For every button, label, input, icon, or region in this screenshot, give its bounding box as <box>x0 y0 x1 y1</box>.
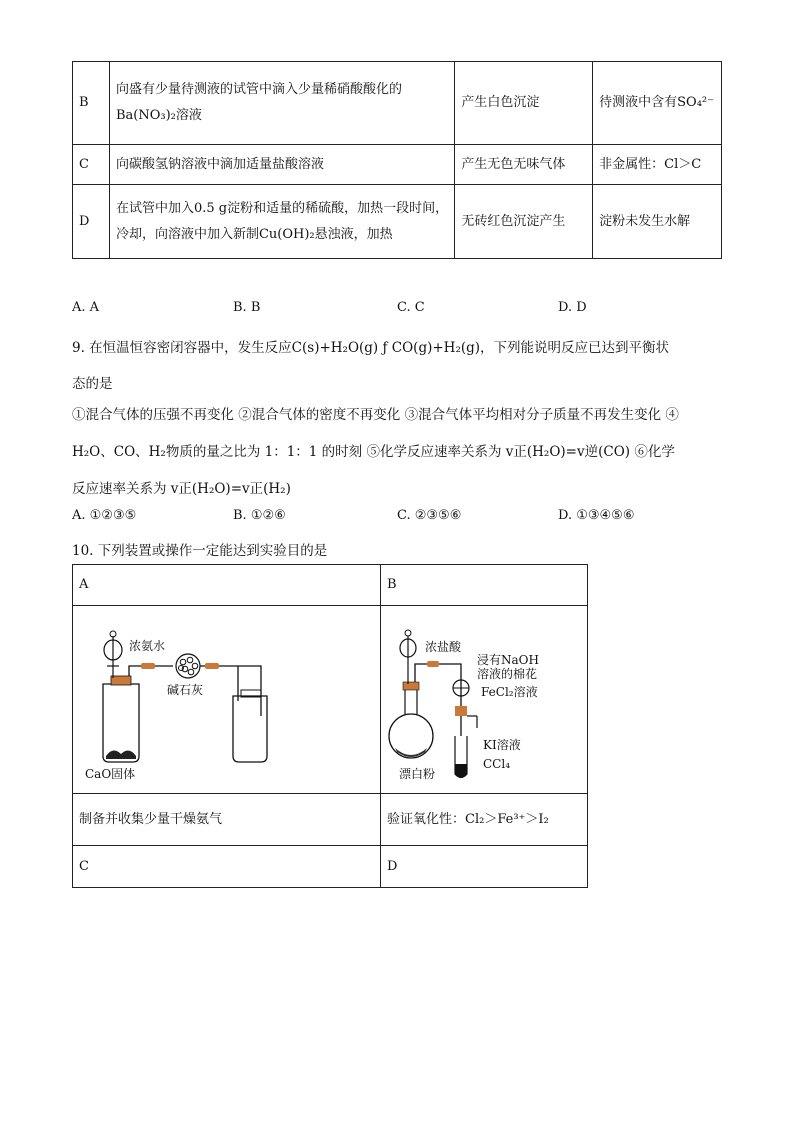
figure-b-cell <box>381 606 588 794</box>
desc-b: 验证氧化性：Cl₂＞Fe³⁺＞I₂ <box>381 794 588 846</box>
row-label: C <box>73 145 110 185</box>
solid-icon <box>106 750 136 759</box>
q9-option-b: B. ①②⑥ <box>233 508 286 523</box>
table-row <box>73 606 588 794</box>
table-row <box>73 565 588 606</box>
label-ccl4: CCl₄ <box>483 757 511 771</box>
phenomenon-cell: 产生白色沉淀 <box>455 62 593 145</box>
desc-a: 制备并收集少量干燥氨气 <box>73 794 381 846</box>
phenomenon-cell: 无砖红色沉淀产生 <box>455 185 593 259</box>
q9-stem-line2: 态的是 <box>72 376 113 392</box>
figure-a-cell <box>73 606 381 794</box>
row-label: B <box>73 62 110 145</box>
table-row <box>73 185 722 259</box>
figure-a-ammonia-apparatus <box>73 606 380 783</box>
operation-cell: 向盛有少量待测液的试管中滴入少量稀硝酸酸化的Ba(NO₃)₂溶液 <box>109 62 454 145</box>
label-naoh-cotton-2: 溶液的棉花 <box>477 667 538 681</box>
round-flask-icon <box>389 714 433 758</box>
label-soda-lime: 碱石灰 <box>167 683 204 697</box>
label-concentrated-ammonia: 浓氨水 <box>129 639 166 653</box>
label-cao-solid: CaO固体 <box>85 767 136 781</box>
q9-conditions-line1: ①混合气体的压强不再变化 ②混合气体的密度不再变化 ③混合气体平均相对分子质量不再发生变化 ④ <box>72 407 679 423</box>
label-fecl2: FeCl₂溶液 <box>481 685 538 699</box>
operation-cell: 在试管中加入0.5 g淀粉和适量的稀硫酸，加热一段时间，冷却，向溶液中加入新制Cu(OH)₂悬浊液，加热 <box>109 185 454 259</box>
operation-cell: 向碳酸氢钠溶液中滴加适量盐酸溶液 <box>109 145 454 185</box>
q9-option-d: D. ①③④⑤⑥ <box>558 508 635 523</box>
q8-option-c: C. C <box>397 300 425 315</box>
q8-table <box>72 61 722 259</box>
q9-option-c: C. ②③⑤⑥ <box>397 508 462 523</box>
figure-b-oxidation-apparatus <box>381 606 587 783</box>
cell-label-d: D <box>381 846 588 888</box>
label-ki: KI溶液 <box>483 738 521 752</box>
q8-option-d: D. D <box>558 300 587 315</box>
conclusion-cell: 待测液中含有SO₄²⁻ <box>593 62 722 145</box>
phenomenon-cell: 产生无色无味气体 <box>455 145 593 185</box>
q9-stem-line1: 9. 在恒温恒容密闭容器中，发生反应C(s)+H₂O(g) ƒ CO(g)+H₂(g)，下列能说明反应已达到平衡状 <box>72 340 670 356</box>
table-row <box>73 145 722 185</box>
q10-table <box>72 564 588 888</box>
q9-conditions-line3: 反应速率关系为 v正(H₂O)=v正(H₂) <box>72 481 291 497</box>
cell-label-c: C <box>73 846 381 888</box>
label-naoh-cotton-1: 浸有NaOH <box>477 653 539 667</box>
q9-conditions-line2: H₂O、CO、H₂物质的量之比为 1：1：1 的时刻 ⑤化学反应速率关系为 v正(H₂O)=v逆(CO) ⑥化学 <box>72 444 675 460</box>
stopper-icon <box>111 676 131 685</box>
cell-label-b: B <box>381 565 588 606</box>
table-row <box>73 794 588 846</box>
label-bleaching-powder: 漂白粉 <box>399 767 436 781</box>
q9-option-a: A. ①②③⑤ <box>72 508 137 523</box>
cell-label-a: A <box>73 565 381 606</box>
label-conc-hcl: 浓盐酸 <box>425 640 462 654</box>
conclusion-cell: 非金属性：Cl＞C <box>593 145 722 185</box>
table-row <box>73 846 588 888</box>
table-row <box>73 62 722 145</box>
row-label: D <box>73 185 110 259</box>
q8-option-a: A. A <box>72 300 100 315</box>
collection-bottle-icon <box>233 696 267 762</box>
conclusion-cell: 淀粉未发生水解 <box>593 185 722 259</box>
q10-stem: 10. 下列装置或操作一定能达到实验目的是 <box>72 543 328 559</box>
q8-option-b: B. B <box>233 300 261 315</box>
flask-icon <box>103 684 139 762</box>
